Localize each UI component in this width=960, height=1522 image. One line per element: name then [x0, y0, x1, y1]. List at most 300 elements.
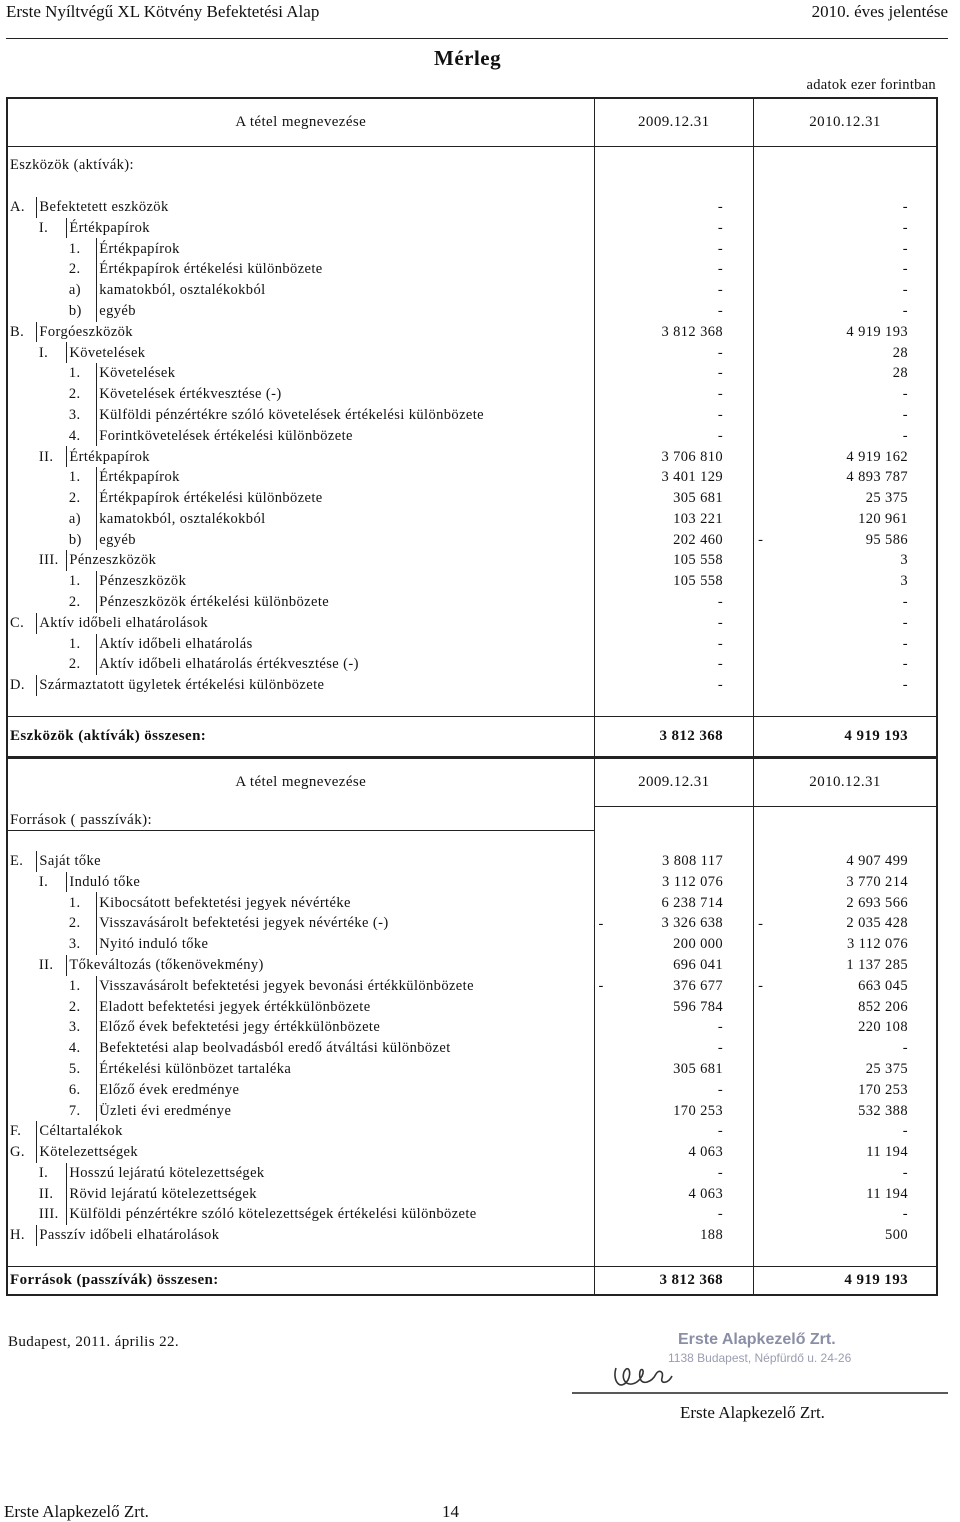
value-text: -: [717, 594, 724, 611]
table-row: [7, 488, 937, 509]
assets-table: [6, 97, 938, 758]
value-2010: [754, 218, 937, 239]
row-indent: [37, 530, 67, 551]
row-code: a): [68, 510, 81, 527]
row-indent: [37, 467, 67, 488]
row-indent: [7, 976, 37, 997]
table-row: [7, 892, 937, 913]
value-2010: [754, 1204, 937, 1225]
row-indent: [37, 913, 67, 934]
value-2009: [594, 934, 754, 955]
value-2010: [754, 654, 937, 675]
row-label: Előző évek eredménye: [97, 1080, 594, 1101]
value-text: 202 460: [673, 531, 724, 548]
total-label: Források (passzívák) összesen:: [7, 1267, 594, 1295]
value-text: 663 045: [858, 977, 908, 994]
row-code: III.: [38, 1206, 59, 1223]
row-indent: [7, 218, 37, 239]
table-row: [7, 1080, 937, 1101]
page-title: Mérleg: [434, 46, 502, 70]
assets-total-row: [7, 717, 937, 757]
value-2009: [594, 613, 754, 634]
value-2010: [754, 634, 937, 655]
row-indent: [7, 934, 37, 955]
row-indent: [7, 634, 37, 655]
table-row: [7, 996, 937, 1017]
row-label: Követelések: [97, 363, 594, 384]
row-label: Követelések: [67, 342, 594, 363]
row-indent: [7, 467, 37, 488]
value-text: 3: [900, 552, 908, 569]
table-row: [7, 1204, 937, 1225]
value-text: -: [902, 302, 908, 319]
value-text: 170 253: [858, 1081, 908, 1098]
row-code: G.: [10, 1144, 25, 1161]
value-text: 305 681: [673, 490, 724, 507]
row-indent: [7, 1204, 37, 1225]
row-indent: [37, 384, 67, 405]
value-2009: [594, 955, 754, 976]
value-2010: [754, 872, 937, 893]
row-indent: [37, 1059, 67, 1080]
row-label: egyéb: [97, 301, 594, 322]
row-indent: [37, 301, 67, 322]
row-label: egyéb: [97, 530, 594, 551]
fund-name: Erste Nyíltvégű XL Kötvény Befektetési Alap: [6, 2, 320, 21]
row-label: Aktív időbeli elhatárolás értékvesztése (-): [97, 654, 594, 675]
value-text: 103 221: [673, 510, 724, 527]
row-indent: [7, 1017, 37, 1038]
row-indent: [37, 238, 67, 259]
value-text: -: [717, 614, 724, 631]
value-text: 170 253: [673, 1102, 724, 1119]
value-2010: [754, 446, 937, 467]
row-code: B.: [10, 323, 25, 340]
value-text: 4 063: [688, 1185, 724, 1202]
row-code: 1.: [68, 365, 81, 382]
value-2010: [754, 259, 937, 280]
value-2009: [594, 654, 754, 675]
value-2010: [754, 675, 937, 696]
value-2009: [594, 280, 754, 301]
value-text: -: [717, 1019, 724, 1036]
negative-sign: -: [598, 915, 604, 932]
value-text: 3 770 214: [846, 873, 908, 890]
value-2010: [754, 892, 937, 913]
value-2009: [594, 488, 754, 509]
row-label: Tőkeváltozás (tőkenövekmény): [67, 955, 594, 976]
value-text: 188: [700, 1227, 724, 1244]
row-indent: [37, 488, 67, 509]
value-2010: [754, 1121, 937, 1142]
signature-caption: Erste Alapkezelő Zrt.: [680, 1403, 825, 1422]
col-header-name: A tétel megnevezése: [7, 98, 594, 146]
row-indent: [7, 301, 37, 322]
value-text: -: [902, 427, 908, 444]
value-text: -: [902, 1206, 908, 1223]
value-2009: [594, 197, 754, 218]
row-code: 6.: [68, 1081, 81, 1098]
row-indent: [37, 892, 67, 913]
value-text: -: [902, 261, 908, 278]
table-row: [7, 934, 937, 955]
value-2009: [594, 238, 754, 259]
row-indent: [37, 1038, 67, 1059]
table-row: [7, 446, 937, 467]
col-header-2009: 2009.12.31: [594, 98, 754, 146]
row-label: Eladott befektetési jegyek értékkülönbözete: [97, 996, 594, 1017]
value-2010: [754, 197, 937, 218]
table-row: [7, 363, 937, 384]
value-text: 1 137 285: [846, 956, 908, 973]
row-code: F.: [10, 1123, 22, 1140]
table-row: [7, 571, 937, 592]
row-indent: [37, 934, 67, 955]
table-row: [7, 238, 937, 259]
value-text: 3 706 810: [661, 448, 724, 465]
row-indent: [37, 996, 67, 1017]
value-text: 4 919 162: [846, 448, 908, 465]
value-text: -: [902, 1040, 908, 1057]
value-text: 11 194: [866, 1185, 908, 1202]
row-indent: [7, 342, 37, 363]
row-indent: [37, 654, 67, 675]
row-code: 2.: [68, 490, 81, 507]
value-text: 3 326 638: [661, 915, 724, 932]
value-text: 532 388: [858, 1102, 908, 1119]
col-header-name: A tétel megnevezése: [7, 758, 594, 806]
table-row: [7, 550, 937, 571]
total-2009: 3 812 368: [594, 717, 754, 757]
value-2009: [594, 634, 754, 655]
table-row: [7, 322, 937, 343]
table-row: [7, 1121, 937, 1142]
total-2010: 4 919 193: [754, 717, 937, 757]
value-2009: [594, 550, 754, 571]
row-label: Befektetési alap beolvadásból eredő átváltási különbözet: [97, 1038, 594, 1059]
row-indent: [7, 238, 37, 259]
value-2010: [754, 1080, 937, 1101]
value-text: 28: [892, 365, 908, 382]
value-text: 696 041: [673, 956, 724, 973]
row-indent: [7, 405, 37, 426]
value-text: 3 812 368: [661, 323, 724, 340]
value-text: -: [717, 656, 724, 673]
row-indent: [7, 1080, 37, 1101]
row-indent: [7, 363, 37, 384]
row-label: Nyitó induló tőke: [97, 934, 594, 955]
value-2010: [754, 913, 937, 934]
value-2009: [594, 530, 754, 551]
assets-body: [7, 197, 937, 696]
value-text: -: [902, 198, 908, 215]
row-label: Visszavásárolt befektetési jegyek névértéke (-): [97, 913, 594, 934]
table-row: [7, 467, 937, 488]
value-2010: [754, 571, 937, 592]
value-2009: [594, 363, 754, 384]
row-code: I.: [38, 344, 49, 361]
row-label: Céltartalékok: [37, 1121, 594, 1142]
row-code: 2.: [68, 386, 81, 403]
table-row: [7, 405, 937, 426]
value-text: 500: [885, 1227, 908, 1244]
value-2009: [594, 851, 754, 872]
row-label: Induló tőke: [67, 872, 594, 893]
row-code: H.: [10, 1227, 25, 1244]
negative-sign: -: [758, 531, 764, 548]
value-2010: [754, 280, 937, 301]
value-text: 105 558: [673, 573, 724, 590]
row-indent: [37, 363, 67, 384]
value-text: -: [902, 635, 908, 652]
row-label: Forgóeszközök: [37, 322, 594, 343]
row-indent: [37, 405, 67, 426]
value-2010: [754, 530, 937, 551]
header-divider: [6, 38, 948, 39]
value-text: -: [902, 677, 908, 694]
table-row: [7, 976, 937, 997]
value-text: 200 000: [673, 936, 724, 953]
value-text: -: [717, 261, 724, 278]
row-code: 2.: [68, 998, 81, 1015]
value-text: -: [717, 282, 724, 299]
liabilities-section-row: [7, 806, 937, 830]
row-code: II.: [38, 956, 54, 973]
row-indent: [7, 1163, 37, 1184]
row-indent: [7, 259, 37, 280]
table-row: [7, 851, 937, 872]
value-2009: [594, 1163, 754, 1184]
value-2009: [594, 259, 754, 280]
value-2009: [594, 342, 754, 363]
assets-section-row: [7, 146, 937, 176]
table-row: [7, 654, 937, 675]
value-text: -: [902, 614, 908, 631]
row-label: Kötelezettségek: [37, 1142, 594, 1163]
value-2010: [754, 467, 937, 488]
row-indent: [7, 488, 37, 509]
liabilities-table: [6, 757, 938, 1296]
row-code: E.: [10, 852, 24, 869]
page-header: [6, 2, 948, 24]
table-row: [7, 613, 937, 634]
assets-header-row: [7, 98, 937, 146]
row-indent: [7, 955, 37, 976]
col-header-2010: 2010.12.31: [809, 773, 881, 790]
value-2009: [594, 913, 754, 934]
value-text: 220 108: [858, 1019, 908, 1036]
value-text: 6 238 714: [661, 894, 724, 911]
value-2009: [594, 872, 754, 893]
row-code: a): [68, 282, 81, 299]
row-indent: [37, 1100, 67, 1121]
value-2009: [594, 322, 754, 343]
stamp-address: 1138 Budapest, Népfürdő u. 24-26: [668, 1351, 852, 1365]
value-text: -: [717, 344, 724, 361]
stamp-company: Erste Alapkezelő Zrt.: [678, 1331, 836, 1348]
row-label: Értékpapírok: [97, 467, 594, 488]
value-2010: [754, 1059, 937, 1080]
row-code: 2.: [68, 261, 81, 278]
table-row: [7, 384, 937, 405]
value-text: -: [717, 1164, 724, 1181]
signature-mark: [615, 1368, 672, 1385]
value-text: 2 693 566: [846, 894, 908, 911]
row-indent: [37, 592, 67, 613]
table-row: [7, 426, 937, 447]
row-code: 5.: [68, 1060, 81, 1077]
table-row: [7, 634, 937, 655]
value-2009: [594, 426, 754, 447]
row-indent: [7, 571, 37, 592]
value-text: 120 961: [858, 510, 908, 527]
value-2009: [594, 1184, 754, 1205]
row-indent: [7, 1038, 37, 1059]
value-text: 596 784: [673, 998, 724, 1015]
value-text: 25 375: [865, 1060, 908, 1077]
row-label: Pénzeszközök: [67, 550, 594, 571]
section-label: Források ( passzívák):: [7, 806, 594, 830]
total-2009: 3 812 368: [594, 1267, 754, 1295]
row-indent: [7, 592, 37, 613]
value-text: 2 035 428: [846, 915, 908, 932]
row-label: Pénzeszközök: [97, 571, 594, 592]
value-2010: [754, 550, 937, 571]
value-2009: [594, 571, 754, 592]
signature-stamp-image: [572, 1322, 948, 1422]
value-2009: [594, 446, 754, 467]
value-text: 4 893 787: [846, 469, 908, 486]
value-text: 25 375: [865, 490, 908, 507]
value-2010: [754, 613, 937, 634]
value-2009: [594, 592, 754, 613]
row-indent: [7, 426, 37, 447]
row-indent: [7, 550, 37, 571]
table-row: [7, 872, 937, 893]
row-indent: [7, 509, 37, 530]
row-label: Aktív időbeli elhatárolások: [37, 613, 594, 634]
value-text: 11 194: [866, 1144, 908, 1161]
value-2009: [594, 301, 754, 322]
row-label: Saját tőke: [37, 851, 594, 872]
value-2010: [754, 934, 937, 955]
value-2009: [594, 1017, 754, 1038]
row-code: 4.: [68, 1040, 81, 1057]
row-indent: [37, 571, 67, 592]
row-label: Befektetett eszközök: [37, 197, 594, 218]
value-text: 3 401 129: [661, 469, 724, 486]
row-label: Rövid lejáratú kötelezettségek: [67, 1184, 594, 1205]
value-2010: [754, 363, 937, 384]
unit-note: adatok ezer forintban: [806, 77, 936, 93]
value-text: 3: [900, 573, 908, 590]
row-indent: [37, 634, 67, 655]
value-2009: [594, 892, 754, 913]
value-2009: [594, 1225, 754, 1246]
row-label: Előző évek befektetési jegy értékkülönbözete: [97, 1017, 594, 1038]
value-text: 105 558: [673, 552, 724, 569]
row-code: III.: [38, 552, 59, 569]
row-label: Passzív időbeli elhatárolások: [37, 1225, 594, 1246]
value-2010: [754, 405, 937, 426]
value-text: -: [717, 427, 724, 444]
row-code: C.: [10, 614, 25, 631]
row-code: 1.: [68, 894, 81, 911]
row-code: 3.: [68, 1019, 81, 1036]
section-label: Eszközök (aktívák):: [7, 146, 594, 176]
value-text: 4 063: [688, 1144, 724, 1161]
value-text: -: [717, 240, 724, 257]
value-text: -: [902, 406, 908, 423]
row-code: b): [68, 302, 82, 319]
value-text: 376 677: [673, 977, 724, 994]
value-2010: [754, 301, 937, 322]
row-label: Követelések értékvesztése (-): [97, 384, 594, 405]
row-label: kamatokból, osztalékokból: [97, 280, 594, 301]
value-2009: [594, 1121, 754, 1142]
value-2009: [594, 384, 754, 405]
row-label: Származtatott ügyletek értékelési különbözete: [37, 675, 594, 696]
value-text: 28: [892, 344, 908, 361]
table-row: [7, 1225, 937, 1246]
value-2010: [754, 1017, 937, 1038]
value-2009: [594, 1204, 754, 1225]
value-text: -: [717, 677, 724, 694]
value-text: -: [717, 1123, 724, 1140]
value-text: -: [717, 1081, 724, 1098]
row-code: 2.: [68, 594, 81, 611]
row-code: I.: [38, 1164, 49, 1181]
value-text: -: [717, 198, 724, 215]
row-code: 2.: [68, 656, 81, 673]
total-2010: 4 919 193: [754, 1267, 937, 1295]
value-text: -: [717, 386, 724, 403]
value-text: 3 112 076: [662, 873, 724, 890]
table-row: [7, 197, 937, 218]
row-label: Értékpapírok: [67, 218, 594, 239]
row-code: D.: [10, 677, 25, 694]
table-row: [7, 301, 937, 322]
liabilities-body: [7, 851, 937, 1246]
col-header-2009: 2009.12.31: [594, 758, 754, 806]
value-text: -: [717, 635, 724, 652]
row-label: Értékpapírok értékelési különbözete: [97, 488, 594, 509]
row-label: Pénzeszközök értékelési különbözete: [97, 592, 594, 613]
row-label: Aktív időbeli elhatárolás: [97, 634, 594, 655]
signature-block: [572, 1322, 948, 1422]
table-row: [7, 675, 937, 696]
row-label: Értékpapírok: [67, 446, 594, 467]
value-text: -: [902, 1123, 908, 1140]
table-row: [7, 509, 937, 530]
value-2009: [594, 1080, 754, 1101]
value-text: -: [902, 594, 908, 611]
row-indent: [7, 1184, 37, 1205]
table-row: [7, 280, 937, 301]
row-code: I.: [38, 219, 49, 236]
value-text: 852 206: [858, 998, 908, 1015]
row-indent: [37, 1080, 67, 1101]
row-code: I.: [38, 873, 49, 890]
value-2010: [754, 1142, 937, 1163]
row-label: Külföldi pénzértékre szóló kötelezettségek értékelési különbözete: [67, 1204, 594, 1225]
value-2009: [594, 405, 754, 426]
row-indent: [37, 426, 67, 447]
row-code: A.: [10, 198, 25, 215]
value-text: -: [902, 656, 908, 673]
row-label: Forintkövetelések értékelési különbözete: [97, 426, 594, 447]
row-code: b): [68, 531, 82, 548]
